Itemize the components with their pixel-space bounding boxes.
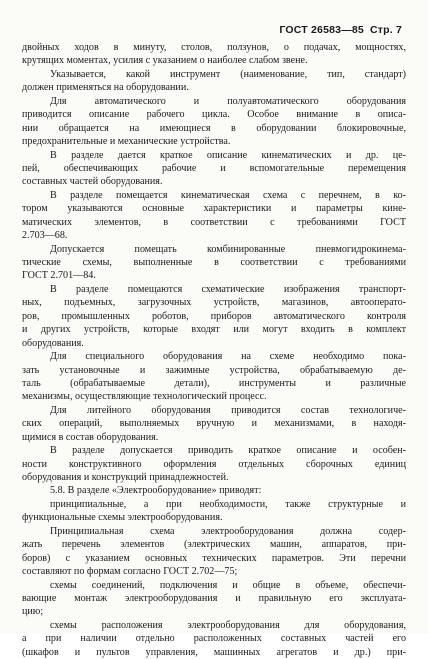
- text-line: ных, подъемных, загрузочных устройств, магазинов, автооперато-: [22, 297, 406, 309]
- text-line: В разделе помещается кинематическая схема с перечнем, в ко-: [50, 189, 406, 201]
- text-line: оборудования и конструкций принадлежностей.: [22, 472, 229, 483]
- text-line: Для специального оборудования на схеме необходимо пока-: [50, 351, 406, 363]
- standard-number: ГОСТ 26583—85: [279, 24, 364, 36]
- text-line: цию;: [22, 606, 44, 618]
- text-line: щимися в состав оборудования.: [22, 431, 159, 443]
- text-line: ских операций, выполняемых вручную и механизмами, в находя-: [22, 418, 406, 430]
- text-line: двойных ходов в минуту, столов, ползунов, о подачах, мощностях,: [22, 42, 406, 53]
- text-line: Указывается, какой инструмент (наименование, тип, стандарт): [50, 68, 406, 80]
- text-line: приводится описание рабочего цикла. Особое внимание в описа-: [22, 109, 406, 121]
- text-line: функциональные схемы электрооборудования.: [22, 512, 223, 524]
- text-line: матических элементов, в соответствии с требованиями ГОСТ: [22, 216, 406, 228]
- text-line: В разделе дается краткое описание кинематических и др. це-: [50, 149, 406, 161]
- text-line: В разделе допускается приводить краткое описание и особен-: [50, 445, 406, 457]
- text-line: тические схемы, выполненные в соответствии с требованиями: [22, 257, 406, 268]
- text-line: принципиальные, а при необходимости, также структурные и: [50, 498, 406, 510]
- page-number: Стр. 7: [369, 24, 402, 36]
- text-line: и других устройств, которые входят или могут входить в комплект: [22, 324, 406, 336]
- text-line: оборудования.: [22, 337, 84, 349]
- text-line: нии обращается на имеющиеся в оборудовании блокировочные,: [22, 122, 406, 134]
- text-line: ров, промышленных роботов, приборов автоматического контроля: [22, 310, 406, 322]
- document-body: [22, 41, 406, 659]
- text-line: (шкафов и пультов управления, машинных агрегатов и др.) при-: [22, 646, 406, 658]
- text-line: должен применяться на оборудовании.: [22, 82, 189, 94]
- text-line: Допускается помещать комбинированные пневмогидрокинема-: [50, 243, 406, 255]
- text-line: а при наличии отдельно расположенных составных частей его: [22, 633, 406, 645]
- text-line: предохранительные и механические устройства.: [22, 136, 231, 148]
- text-line: 2.703—68.: [22, 230, 68, 242]
- text-line: жать перечень элементов (электрических машин, аппаратов, при-: [22, 539, 406, 551]
- text-line: вающие монтаж электрооборудования и правильную его эксплуата-: [22, 592, 406, 604]
- text-line: схемы расположения электрооборудования для оборудования,: [50, 619, 406, 631]
- text-line: составляют по формам согласно ГОСТ 2.702—75;: [22, 566, 238, 578]
- text-line: механизмы, осуществляющие технологический процесс.: [22, 391, 267, 403]
- text-line: зать установочные и зажимные устройства, обрабатываемую де-: [22, 364, 406, 376]
- text-line: 5.8. В разделе «Электрооборудование» приводят:: [50, 485, 262, 497]
- text-line: составных частей оборудования.: [22, 176, 163, 188]
- text-line: таль (обрабатываемые детали), инструменты и различные: [22, 377, 406, 389]
- text-line: ГОСТ 2.701—84.: [22, 270, 96, 282]
- text-line: ности конструктивного оформления отдельных сборочных единиц: [22, 458, 406, 470]
- text-line: тором указываются основные характеристики и параметры кине-: [22, 203, 406, 215]
- text-line: крутящих моментах, усилия с указанием о наиболее слабом звене.: [22, 55, 308, 67]
- text-line: Принципиальная схема электрооборудования должна содер-: [50, 525, 406, 537]
- text-line: схемы соединений, подключения и общие в объеме, обеспечи-: [50, 579, 406, 591]
- text-line: пей, обеспечивающих рабочие и вспомогательные перемещения: [22, 162, 406, 174]
- text-line: Для литейного оборудования приводится состав технологиче-: [50, 404, 406, 416]
- text-line: Для автоматического и полуавтоматического оборудования: [50, 95, 406, 107]
- page-header: [279, 24, 402, 36]
- text-line: В разделе помещаются схематические изображения транспорт-: [50, 283, 406, 295]
- text-line: боров) с указанием основных технических параметров. Эти перечни: [22, 552, 406, 564]
